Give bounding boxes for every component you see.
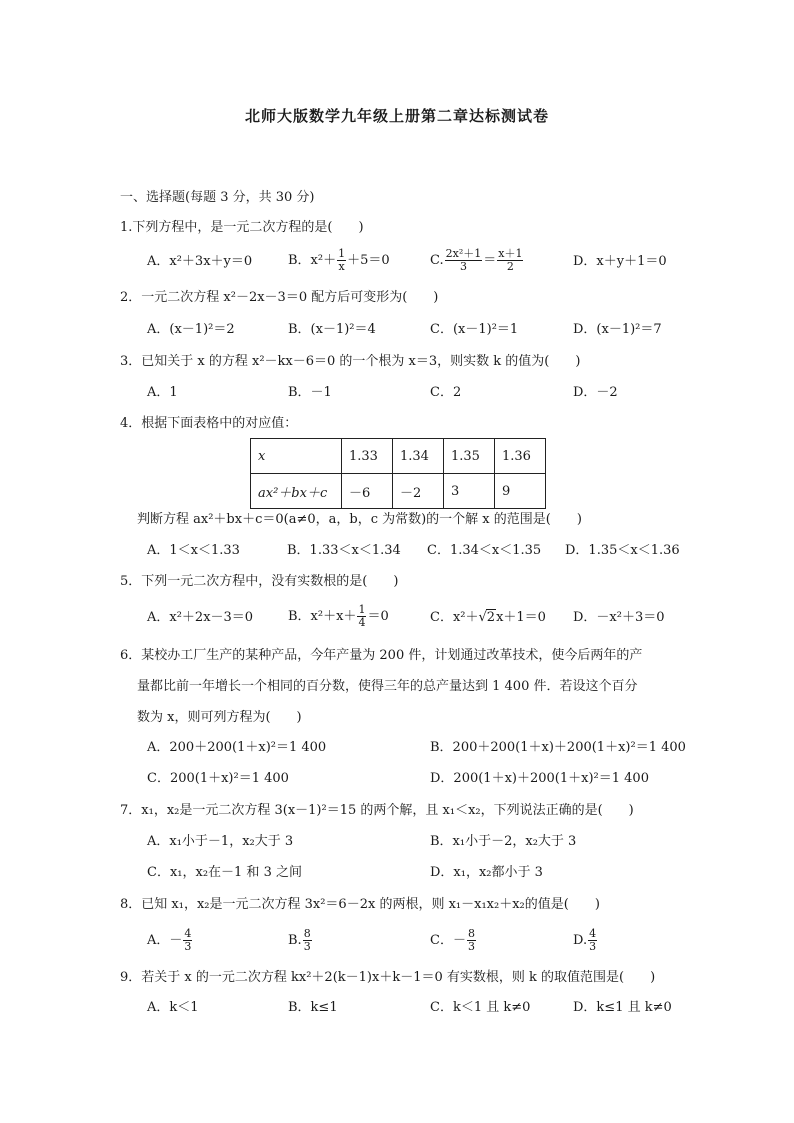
question-7-stem: 7．x₁，x₂是一元二次方程 3(x－1)²＝15 的两个解，且 x₁＜x₂，下列说法正确的是( ) [120, 803, 634, 818]
q2-option-b: B．(x－1)²＝4 [288, 322, 376, 337]
q8-c-prefix: C．－ [430, 933, 466, 948]
section-heading: 一、选择题(每题 3 分，共 30 分) [120, 190, 315, 205]
question-8-stem: 8．已知 x₁，x₂是一元二次方程 3x²＝6－2x 的两根，则 x₁－x₁x₂＋x₂的值是( ) [120, 897, 600, 912]
q1-option-c [430, 246, 524, 276]
question-9-stem: 9．若关于 x 的一元二次方程 kx²＋2(k－1)x＋k－1＝0 有实数根，则 k 的取值范围是( ) [120, 970, 656, 985]
q8-a-num: 4 [184, 927, 192, 940]
q8-option-b [288, 926, 313, 956]
q8-b-fraction [303, 928, 312, 953]
q8-option-d [573, 926, 598, 956]
table-cell: 1.34 [393, 439, 444, 474]
q6-option-c: C．200(1＋x)²＝1 400 [147, 771, 289, 786]
q1-option-d: D．x＋y＋1＝0 [573, 254, 667, 269]
q6-option-b: B．200＋200(1＋x)＋200(1＋x)²＝1 400 [430, 740, 686, 755]
q8-a-den: 3 [184, 940, 192, 953]
q7-option-a: A．x₁小于－1，x₂大于 3 [147, 834, 294, 849]
q8-a-prefix: A．－ [147, 933, 183, 948]
table-cell: 9 [495, 474, 546, 509]
question-6-line-3: 数为 x，则可列方程为( ) [137, 710, 302, 725]
q8-c-den: 3 [467, 940, 475, 953]
q1-b-num: 1 [338, 247, 346, 260]
page-title: 北师大版数学九年级上册第二章达标测试卷 [244, 107, 549, 125]
q4-option-c: C．1.34＜x＜1.35 [427, 543, 542, 558]
question-6-line-1: 6．某校办工厂生产的某种产品，今年产量为 200 件，计划通过改革技术，使今后两年的产 [120, 648, 643, 663]
q1-c-prefix: C. [430, 253, 444, 268]
q3-option-d: D．－2 [573, 385, 618, 400]
q5-option-d: D．－x²＋3＝0 [573, 610, 665, 625]
q2-option-a: A．(x－1)²＝2 [147, 322, 235, 337]
q1-b-prefix: B．x²＋ [288, 253, 337, 268]
q3-option-b: B．－1 [288, 385, 332, 400]
question-4-stem: 4．根据下面表格中的对应值： [120, 416, 298, 431]
table-cell: －6 [342, 474, 393, 509]
q5-b-prefix: B．x²＋x＋ [288, 609, 357, 624]
table-cell: 3 [444, 474, 495, 509]
table-cell: x [251, 439, 342, 474]
q5-b-num: 1 [358, 603, 366, 616]
q8-c-num: 8 [467, 927, 475, 940]
q4-option-b: B．1.33＜x＜1.34 [287, 543, 401, 558]
q8-d-fraction [588, 928, 597, 953]
q9-option-b: B．k≤1 [288, 1000, 338, 1015]
q9-option-a: A．k＜1 [147, 1000, 199, 1015]
q7-option-b: B．x₁小于－2，x₂大于 3 [430, 834, 577, 849]
q1-c-den1: 3 [459, 260, 467, 273]
q8-d-den: 3 [589, 940, 597, 953]
question-2-stem: 2．一元二次方程 x²－2x－3＝0 配方后可变形为( ) [120, 290, 439, 305]
q5-b-fraction [357, 604, 366, 629]
q8-d-num: 4 [589, 927, 597, 940]
q8-c-fraction [467, 928, 476, 953]
q8-b-prefix: B. [288, 933, 302, 948]
q1-b-den: x [338, 260, 345, 273]
q8-d-prefix: D. [573, 933, 588, 948]
q5-option-b [288, 602, 389, 632]
q1-c-fraction-2 [497, 248, 523, 273]
question-1-stem: 1.下列方程中，是一元二次方程的是( ) [120, 220, 364, 235]
table-row [251, 474, 546, 509]
q8-option-a [147, 926, 193, 956]
table-row [251, 439, 546, 474]
q1-b-fraction [337, 248, 346, 273]
q7-option-c: C．x₁，x₂在－1 和 3 之间 [147, 865, 302, 880]
q7-option-d: D．x₁，x₂都小于 3 [430, 865, 543, 880]
table-cell: －2 [393, 474, 444, 509]
q1-c-num2: x＋1 [498, 247, 523, 260]
table-cell: 1.33 [342, 439, 393, 474]
q8-a-fraction [183, 928, 192, 953]
q1-option-b [288, 246, 390, 276]
question-6-line-2: 量都比前一年增长一个相同的百分数，使得三年的总产量达到 1 400 件．若设这个百分 [137, 679, 638, 694]
q5-c-root: 2 [486, 610, 496, 625]
q4-option-d: D．1.35＜x＜1.36 [565, 543, 680, 558]
q2-option-c: C．(x－1)²＝1 [430, 322, 519, 337]
q1-c-num1: 2x²＋1 [445, 247, 482, 260]
question-5-stem: 5．下列一元二次方程中，没有实数根的是( ) [120, 574, 399, 589]
q9-option-d: D．k≤1 且 k≠0 [573, 1000, 672, 1015]
q8-b-den: 3 [303, 940, 311, 953]
q6-option-d: D．200(1＋x)＋200(1＋x)²＝1 400 [430, 771, 649, 786]
table-cell: 1.35 [444, 439, 495, 474]
value-table [250, 438, 546, 509]
question-4-judge: 判断方程 ax²＋bx＋c＝0(a≠0，a，b，c 为常数)的一个解 x 的范围是( ) [137, 512, 582, 527]
q8-b-num: 8 [303, 927, 311, 940]
q5-b-den: 4 [358, 616, 366, 629]
q5-option-a: A．x²＋2x－3＝0 [147, 610, 254, 625]
q3-option-a: A．1 [147, 385, 178, 400]
q5-option-c: C．x²＋√2x＋1＝0 [430, 610, 546, 625]
q2-option-d: D．(x－1)²＝7 [573, 322, 662, 337]
q5-c-prefix: C．x²＋ [430, 610, 479, 625]
q8-option-c [430, 926, 477, 956]
q9-option-c: C．k＜1 且 k≠0 [430, 1000, 531, 1015]
q5-b-suffix: ＝0 [367, 609, 389, 624]
q3-option-c: C．2 [430, 385, 462, 400]
table-cell: 1.36 [495, 439, 546, 474]
q4-option-a: A．1＜x＜1.33 [147, 543, 240, 558]
q1-c-eq: ＝ [483, 253, 497, 268]
q6-option-a: A．200＋200(1＋x)²＝1 400 [147, 740, 327, 755]
q1-option-a: A．x²＋3x＋y＝0 [147, 254, 253, 269]
table-cell: ax²＋bx＋c [251, 474, 342, 509]
q1-b-suffix: ＋5＝0 [347, 253, 390, 268]
q1-c-den2: 2 [506, 260, 514, 273]
q5-c-suffix: x＋1＝0 [496, 610, 546, 625]
q1-c-fraction-1 [445, 248, 483, 273]
question-3-stem: 3．已知关于 x 的方程 x²－kx－6＝0 的一个根为 x＝3，则实数 k 的值为( ) [120, 354, 581, 369]
